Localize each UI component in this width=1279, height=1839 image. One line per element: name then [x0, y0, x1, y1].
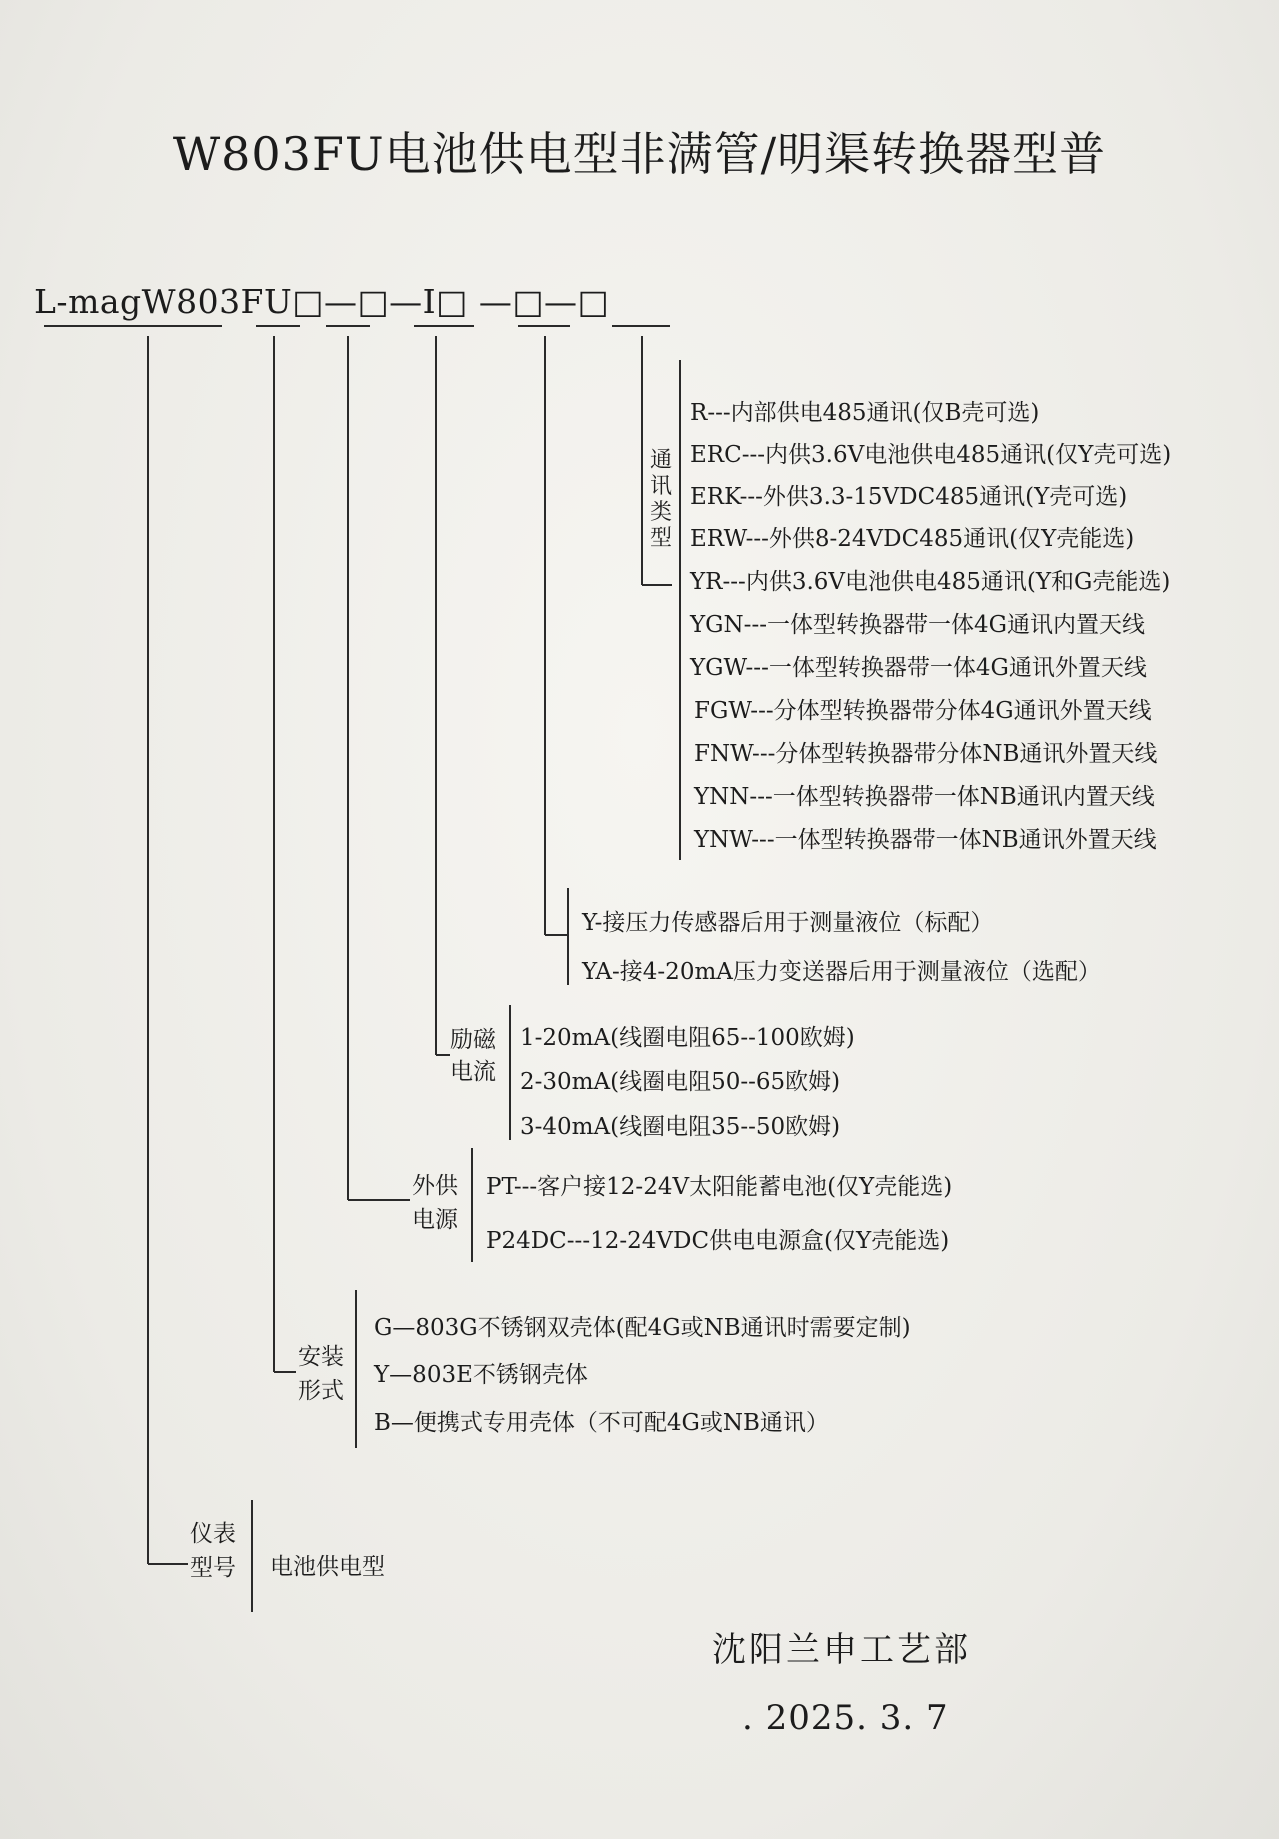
option-erc: ERC---内供3.6V电池供电485通讯(仅Y壳可选) [690, 442, 1172, 468]
option-excitation-3: 3-40mA(线圈电阻35--50欧姆) [520, 1114, 841, 1140]
department-signature: 沈阳兰申工艺部 [712, 1630, 971, 1670]
option-g-housing: G—803G不锈钢双壳体(配4G或NB通讯时需要定制) [374, 1315, 911, 1341]
power-label-line2: 电源 [412, 1207, 458, 1233]
option-r: R---内部供电485通讯(仅B壳可选) [690, 400, 1040, 426]
excitation-label-line1: 励磁 [450, 1027, 496, 1053]
option-excitation-1: 1-20mA(线圈电阻65--100欧姆) [520, 1025, 855, 1051]
instrument-model-value: 电池供电型 [270, 1554, 385, 1580]
option-ygn: YGN---一体型转换器带一体4G通讯内置天线 [690, 612, 1146, 638]
option-pt: PT---客户接12-24V太阳能蓄电池(仅Y壳能选) [486, 1174, 953, 1200]
option-ynw: YNW---一体型转换器带一体NB通讯外置天线 [694, 827, 1157, 853]
option-yr: YR---内供3.6V电池供电485通讯(Y和G壳能选) [690, 569, 1171, 595]
instrument-label-line2: 型号 [190, 1555, 236, 1581]
excitation-label-line2: 电流 [450, 1059, 496, 1085]
option-ynn: YNN---一体型转换器带一体NB通讯内置天线 [694, 784, 1155, 810]
option-ya-level: YA-接4-20mA压力变送器后用于测量液位（选配） [582, 959, 1101, 985]
mounting-label-line2: 形式 [298, 1378, 344, 1404]
instrument-label-line1: 仪表 [190, 1521, 236, 1547]
option-p24dc: P24DC---12-24VDC供电电源盒(仅Y壳能选) [486, 1228, 950, 1254]
option-erw: ERW---外供8-24VDC485通讯(仅Y壳能选) [690, 526, 1135, 552]
option-excitation-2: 2-30mA(线圈电阻50--65欧姆) [520, 1069, 841, 1095]
option-y-housing: Y—803E不锈钢壳体 [374, 1362, 588, 1388]
option-y-level: Y-接压力传感器后用于测量液位（标配） [582, 910, 994, 936]
model-code-pattern: L-magW803FU□—□—I□ —□—□ [34, 282, 610, 321]
option-fgw: FGW---分体型转换器带分体4G通讯外置天线 [694, 698, 1152, 724]
comm-type-label: 通讯类型 [649, 448, 672, 551]
option-erk: ERK---外供3.3-15VDC485通讯(Y壳可选) [690, 484, 1128, 510]
document-title: W803FU电池供电型非满管/明渠转换器型普 [172, 127, 1107, 181]
power-label-line1: 外供 [412, 1173, 458, 1199]
option-ygw: YGW---一体型转换器带一体4G通讯外置天线 [690, 655, 1147, 681]
option-fnw: FNW---分体型转换器带分体NB通讯外置天线 [694, 741, 1158, 767]
option-b-housing: B—便携式专用壳体（不可配4G或NB通讯） [374, 1410, 829, 1436]
document-date: . 2025. 3. 7 [742, 1698, 949, 1738]
mounting-label-line1: 安装 [298, 1344, 344, 1370]
